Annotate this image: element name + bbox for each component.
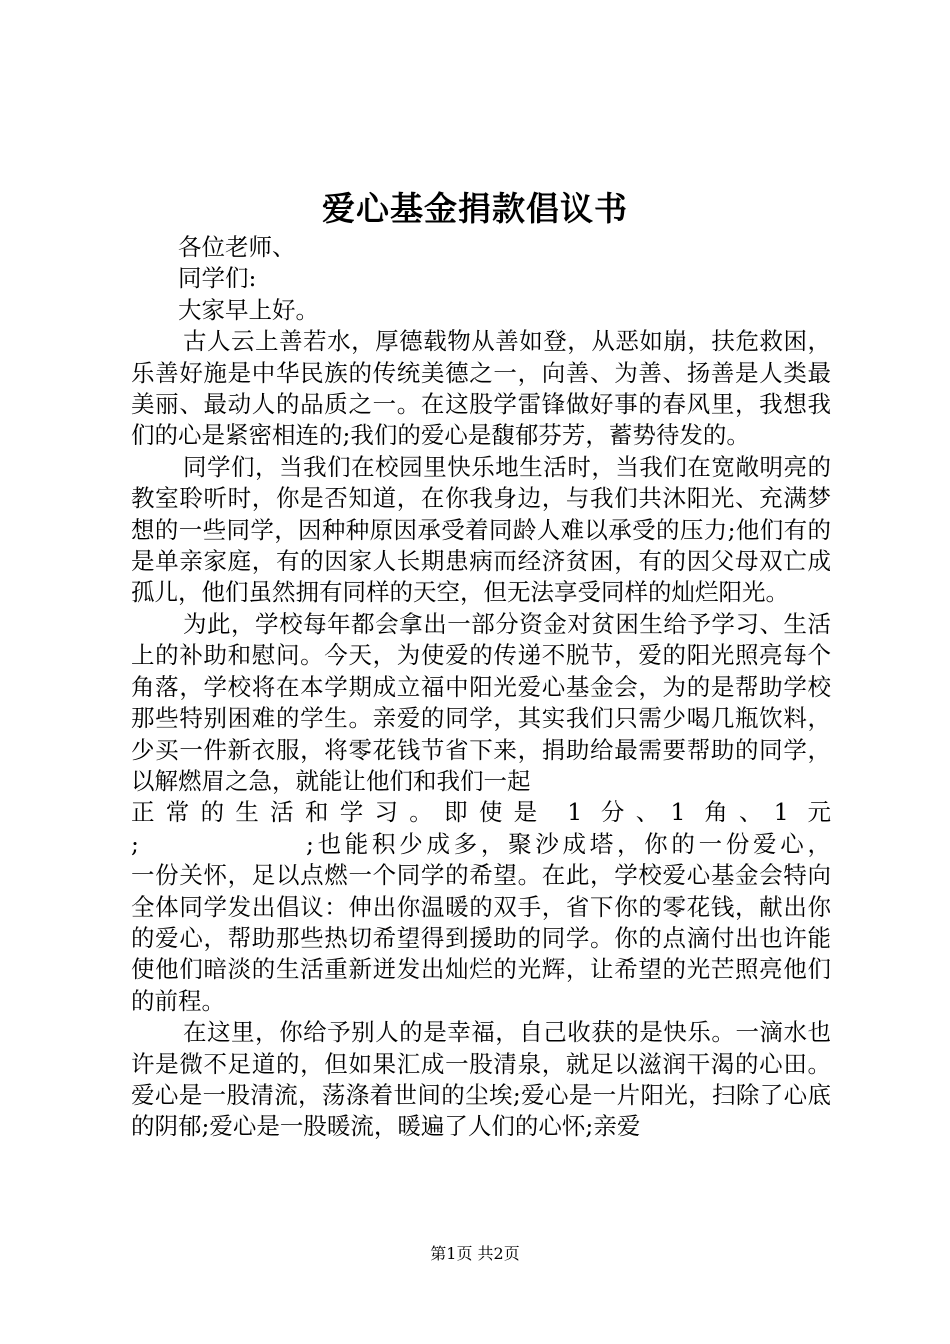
document-title: 爱心基金捐款倡议书 bbox=[322, 189, 628, 228]
page-footer: 第1页 共2页 bbox=[430, 1244, 520, 1263]
paragraph-1: 古人云上善若水，厚德载物从善如登，从恶如崩，扶危救困，乐善好施是中华民族的传统美德之一，向善、为善、扬善是人类最美丽、最动人的品质之一。在这股学雷锋做好事的春风里，我想我们的心是紧密相连的;我们的爱心是馥郁芬芳，蓄势待发的。 bbox=[131, 327, 831, 450]
paragraph-4: 在这里，你给予别人的是幸福，自己收获的是快乐。一滴水也许是微不足道的，但如果汇成一股清泉，就足以滋润干渴的心田。爱心是一股清流，荡涤着世间的尘埃;爱心是一片阳光，扫除了心底的阴郁;爱心是一股暖流，暖遍了人们的心怀;亲爱 bbox=[131, 1018, 831, 1141]
paragraph-3-line-gather: ; ;也能积少成多，聚沙成塔，你的一份爱心， bbox=[131, 829, 831, 858]
paragraph-3-continued: 一份关怀，足以点燃一个同学的希望。在此，学校爱心基金会特向全体同学发出倡议：伸出你温暖的双手，省下你的零花钱，献出你的爱心，帮助那些热切希望得到援助的同学。你的点滴付出也许能使他们暗淡的生活重新迸发出灿烂的光辉，让希望的光芒照亮他们的前程。 bbox=[131, 861, 831, 1015]
paragraph-3: 为此，学校每年都会拿出一部分资金对贫困生给予学习、生活上的补助和慰问。今天，为使爱的传递不脱节，爱的阳光照亮每个角落，学校将在本学期成立福中阳光爱心基金会，为的是帮助学校那些特别困难的学生。亲爱的同学，其实我们只需少喝几瓶饮料，少买一件新衣服，将零花钱节省下来，捐助给最需要帮助的同学，以解燃眉之急，就能让他们和我们一起 bbox=[131, 609, 831, 795]
greeting: 大家早上好。 bbox=[178, 295, 319, 324]
paragraph-3-line-amounts: 正常的生活和学习。即使是 1 分、1 角、1 元 bbox=[131, 798, 831, 827]
salutation-teachers: 各位老师、 bbox=[178, 233, 296, 261]
document-body bbox=[131, 232, 831, 1143]
salutation-students: 同学们: bbox=[178, 264, 257, 293]
paragraph-2: 同学们，当我们在校园里快乐地生活时，当我们在宽敞明亮的教室聆听时，你是否知道，在你我身边，与我们共沐阳光、充满梦想的一些同学，因种种原因承受着同龄人难以承受的压力;他们有的是单亲家庭，有的因家人长期患病而经济贫困，有的因父母双亡成孤儿，他们虽然拥有同样的天空，但无法享受同样的灿烂阳光。 bbox=[131, 452, 831, 607]
